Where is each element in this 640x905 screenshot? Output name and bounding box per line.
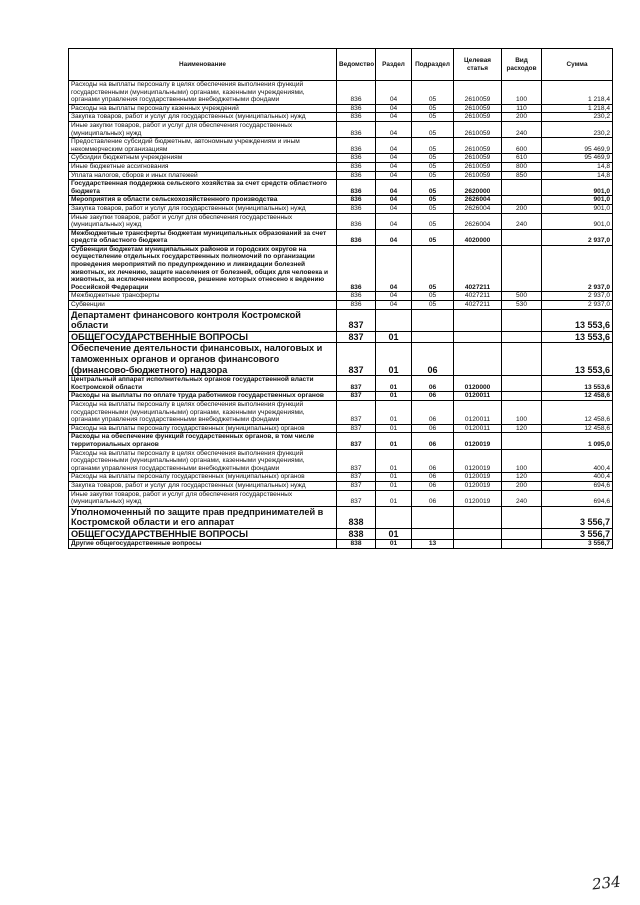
row-sum: 1 218,4	[542, 104, 613, 113]
row-sum: 14,8	[542, 162, 613, 171]
row-section: 04	[376, 301, 412, 310]
row-section: 04	[376, 81, 412, 105]
row-section: 04	[376, 292, 412, 301]
row-dept: 837	[337, 392, 376, 401]
row-dept: 837	[337, 309, 376, 331]
row-name: Обеспечение деятельности финансовых, налоговых и таможенных органов и органов финансового (финансово-бюджетного) надзора	[69, 343, 337, 376]
table-row	[69, 292, 613, 301]
row-sum: 12 458,6	[542, 424, 613, 433]
row-name: Иные закупки товаров, работ и услуг для обеспечения государственных (муниципальных) нужд	[69, 213, 337, 229]
row-subsection: 05	[412, 104, 454, 113]
row-target: 2610059	[454, 81, 502, 105]
row-subsection: 05	[412, 121, 454, 137]
row-dept: 836	[337, 301, 376, 310]
row-name: Закупка товаров, работ и услуг для государственных (муниципальных) нужд	[69, 113, 337, 122]
row-kind	[502, 540, 542, 549]
row-dept: 836	[337, 171, 376, 180]
row-subsection: 06	[412, 490, 454, 506]
row-sum: 901,0	[542, 180, 613, 196]
table-row	[69, 301, 613, 310]
row-subsection: 05	[412, 245, 454, 292]
row-section: 04	[376, 104, 412, 113]
table-row	[69, 331, 613, 343]
table-row	[69, 162, 613, 171]
row-sum: 2 937,0	[542, 245, 613, 292]
row-name: Межбюджетные трансферты	[69, 292, 337, 301]
row-dept: 838	[337, 540, 376, 549]
row-name: Государственная поддержка сельского хозяйства за счет средств областного бюджета	[69, 180, 337, 196]
row-target: 2620000	[454, 180, 502, 196]
row-subsection: 06	[412, 343, 454, 376]
row-sum: 12 458,6	[542, 400, 613, 424]
row-dept: 836	[337, 213, 376, 229]
row-dept: 838	[337, 506, 376, 528]
table-row	[69, 528, 613, 540]
row-name: Расходы на выплаты персоналу в целях обеспечения выполнения функций государственными (муниципальными) органами, казенными учреждениями, органами управления государственными внебюджетными фондами	[69, 400, 337, 424]
row-section: 01	[376, 540, 412, 549]
row-target: 2610059	[454, 154, 502, 163]
row-dept: 836	[337, 204, 376, 213]
row-target: 2626004	[454, 204, 502, 213]
row-kind: 100	[502, 400, 542, 424]
row-name: Расходы на выплаты персоналу казенных учреждений	[69, 104, 337, 113]
table-row	[69, 154, 613, 163]
row-target: 2610059	[454, 113, 502, 122]
header-dept: Ведомство	[337, 49, 376, 81]
row-target	[454, 528, 502, 540]
row-subsection: 05	[412, 154, 454, 163]
row-name: Департамент финансового контроля Костромской области	[69, 309, 337, 331]
row-target	[454, 309, 502, 331]
row-section: 01	[376, 528, 412, 540]
row-kind: 600	[502, 138, 542, 154]
row-subsection: 05	[412, 301, 454, 310]
row-subsection: 05	[412, 180, 454, 196]
row-subsection: 05	[412, 229, 454, 245]
row-section: 01	[376, 481, 412, 490]
row-name: Уплата налогов, сборов и иных платежей	[69, 171, 337, 180]
row-subsection: 05	[412, 204, 454, 213]
row-target: 0120019	[454, 473, 502, 482]
row-sum: 2 937,0	[542, 301, 613, 310]
row-kind: 100	[502, 449, 542, 473]
row-sum: 230,2	[542, 121, 613, 137]
table-row	[69, 449, 613, 473]
row-dept: 836	[337, 113, 376, 122]
row-kind: 120	[502, 473, 542, 482]
row-kind	[502, 245, 542, 292]
header-subsection: Подраздел	[412, 49, 454, 81]
row-sum: 3 556,7	[542, 506, 613, 528]
row-dept: 836	[337, 81, 376, 105]
row-name: Мероприятия в области сельскохозяйственного производства	[69, 196, 337, 205]
row-sum: 13 553,6	[542, 309, 613, 331]
row-target: 4027211	[454, 292, 502, 301]
row-name: Расходы на обеспечение функций государственных органов, в том числе территориальных органов	[69, 433, 337, 449]
row-subsection: 05	[412, 162, 454, 171]
row-section: 04	[376, 171, 412, 180]
header-name: Наименование	[69, 49, 337, 81]
row-dept: 836	[337, 229, 376, 245]
row-target: 0120019	[454, 433, 502, 449]
row-sum: 95 469,9	[542, 138, 613, 154]
row-target: 0120000	[454, 376, 502, 392]
row-dept: 836	[337, 180, 376, 196]
table-row	[69, 309, 613, 331]
row-name: ОБЩЕГОСУДАРСТВЕННЫЕ ВОПРОСЫ	[69, 331, 337, 343]
row-section: 04	[376, 113, 412, 122]
table-row	[69, 138, 613, 154]
row-name: Иные закупки товаров, работ и услуг для обеспечения государственных (муниципальных) нужд	[69, 490, 337, 506]
table-row	[69, 196, 613, 205]
row-sum: 1 218,4	[542, 81, 613, 105]
row-name: Межбюджетные трансферты бюджетам муниципальных образований за счет средств областного бюджета	[69, 229, 337, 245]
row-section: 04	[376, 204, 412, 213]
table-row	[69, 121, 613, 137]
table-row	[69, 204, 613, 213]
row-dept: 836	[337, 104, 376, 113]
row-dept: 837	[337, 424, 376, 433]
row-name: Центральный аппарат исполнительных органов государственной власти Костромской области	[69, 376, 337, 392]
table-row	[69, 376, 613, 392]
row-dept: 836	[337, 245, 376, 292]
row-section: 01	[376, 400, 412, 424]
row-kind: 850	[502, 171, 542, 180]
row-section: 04	[376, 213, 412, 229]
row-sum: 13 553,6	[542, 376, 613, 392]
table-row	[69, 473, 613, 482]
row-kind: 530	[502, 301, 542, 310]
row-target	[454, 540, 502, 549]
row-section: 01	[376, 376, 412, 392]
row-kind: 100	[502, 81, 542, 105]
row-target: 0120011	[454, 392, 502, 401]
row-target: 4020000	[454, 229, 502, 245]
row-kind: 200	[502, 204, 542, 213]
row-target: 0120011	[454, 400, 502, 424]
row-kind	[502, 528, 542, 540]
row-subsection	[412, 506, 454, 528]
row-sum: 694,6	[542, 490, 613, 506]
row-sum: 230,2	[542, 113, 613, 122]
table-row	[69, 343, 613, 376]
row-dept: 837	[337, 343, 376, 376]
row-dept: 836	[337, 196, 376, 205]
row-subsection: 06	[412, 481, 454, 490]
row-kind	[502, 309, 542, 331]
table-row	[69, 104, 613, 113]
header-kind: Вид расходов	[502, 49, 542, 81]
row-subsection: 06	[412, 400, 454, 424]
row-name: Расходы на выплаты по оплате труда работников государственных органов	[69, 392, 337, 401]
row-subsection	[412, 331, 454, 343]
row-kind: 240	[502, 213, 542, 229]
row-sum: 901,0	[542, 204, 613, 213]
row-target: 0120019	[454, 490, 502, 506]
row-section: 01	[376, 392, 412, 401]
row-sum: 12 458,6	[542, 392, 613, 401]
row-dept: 836	[337, 154, 376, 163]
row-subsection	[412, 528, 454, 540]
row-subsection: 06	[412, 433, 454, 449]
row-section: 01	[376, 449, 412, 473]
row-name: Иные бюджетные ассигнования	[69, 162, 337, 171]
row-dept: 837	[337, 433, 376, 449]
table-row	[69, 424, 613, 433]
row-section: 04	[376, 138, 412, 154]
row-section: 04	[376, 229, 412, 245]
row-section: 01	[376, 343, 412, 376]
row-subsection: 05	[412, 196, 454, 205]
row-subsection: 06	[412, 376, 454, 392]
row-dept: 836	[337, 138, 376, 154]
row-subsection: 06	[412, 392, 454, 401]
row-target: 0120011	[454, 424, 502, 433]
row-dept: 837	[337, 331, 376, 343]
row-subsection: 06	[412, 424, 454, 433]
row-sum: 3 556,7	[542, 540, 613, 549]
row-target: 2610059	[454, 121, 502, 137]
table-row	[69, 400, 613, 424]
row-sum: 13 553,6	[542, 343, 613, 376]
row-dept: 836	[337, 292, 376, 301]
row-dept: 837	[337, 449, 376, 473]
row-sum: 901,0	[542, 196, 613, 205]
row-kind	[502, 506, 542, 528]
row-name: Закупка товаров, работ и услуг для государственных (муниципальных) нужд	[69, 204, 337, 213]
row-sum: 2 937,0	[542, 229, 613, 245]
table-row	[69, 171, 613, 180]
table-row	[69, 180, 613, 196]
row-section: 01	[376, 490, 412, 506]
row-subsection: 05	[412, 213, 454, 229]
row-dept: 837	[337, 400, 376, 424]
row-subsection: 13	[412, 540, 454, 549]
row-section: 04	[376, 196, 412, 205]
table-row	[69, 433, 613, 449]
row-subsection: 06	[412, 473, 454, 482]
row-sum: 13 553,6	[542, 331, 613, 343]
row-subsection: 05	[412, 292, 454, 301]
row-subsection	[412, 309, 454, 331]
row-sum: 400,4	[542, 449, 613, 473]
row-section: 01	[376, 424, 412, 433]
row-dept: 837	[337, 481, 376, 490]
row-name: Предоставление субсидий бюджетным, автономным учреждениям и иным некоммерческим организациям	[69, 138, 337, 154]
row-kind: 200	[502, 481, 542, 490]
row-subsection: 05	[412, 113, 454, 122]
row-kind: 240	[502, 121, 542, 137]
row-dept: 836	[337, 162, 376, 171]
table-header-row	[69, 49, 613, 81]
row-kind: 110	[502, 104, 542, 113]
row-kind: 800	[502, 162, 542, 171]
row-target: 2626004	[454, 213, 502, 229]
row-sum: 901,0	[542, 213, 613, 229]
table-row	[69, 540, 613, 549]
row-kind: 200	[502, 113, 542, 122]
row-section: 04	[376, 180, 412, 196]
header-sum: Сумма	[542, 49, 613, 81]
row-target: 0120019	[454, 449, 502, 473]
row-target: 0120019	[454, 481, 502, 490]
row-kind	[502, 196, 542, 205]
row-kind	[502, 331, 542, 343]
table-row	[69, 245, 613, 292]
row-kind: 240	[502, 490, 542, 506]
row-section: 04	[376, 154, 412, 163]
table-row	[69, 392, 613, 401]
row-name: Расходы на выплаты персоналу в целях обеспечения выполнения функций государственными (муниципальными) органами, казенными учреждениями, органами управления государственными внебюджетными фондами	[69, 449, 337, 473]
row-target: 2610059	[454, 138, 502, 154]
row-kind: 610	[502, 154, 542, 163]
header-target: Целевая статья	[454, 49, 502, 81]
row-section	[376, 309, 412, 331]
table-row	[69, 506, 613, 528]
row-name: Расходы на выплаты персоналу государственных (муниципальных) органов	[69, 424, 337, 433]
row-sum: 95 469,9	[542, 154, 613, 163]
row-sum: 2 937,0	[542, 292, 613, 301]
row-dept: 838	[337, 528, 376, 540]
row-name: Субвенции бюджетам муниципальных районов и городских округов на осуществление отдельных государственных полномочий по организации проведения мероприятий по предупреждению и ликвидации болезней животных, их лечению, защите населения от болезней, общих для человека и животных, за исключением вопросов, решение которых отнесено к ведению Российской Федерации	[69, 245, 337, 292]
row-name: Расходы на выплаты персоналу в целях обеспечения выполнения функций государственными (муниципальными) органами, казенными учреждениями, органами управления государственными внебюджетными фондами	[69, 81, 337, 105]
table-body	[69, 81, 613, 549]
page-number: 234	[591, 872, 622, 894]
row-target: 2610059	[454, 162, 502, 171]
row-target: 4027211	[454, 301, 502, 310]
row-name: Субвенции	[69, 301, 337, 310]
row-kind	[502, 392, 542, 401]
table-row	[69, 213, 613, 229]
table-row	[69, 81, 613, 105]
row-target	[454, 331, 502, 343]
row-target: 2610059	[454, 104, 502, 113]
row-name: Закупка товаров, работ и услуг для государственных (муниципальных) нужд	[69, 481, 337, 490]
row-sum: 14,8	[542, 171, 613, 180]
row-target: 4027211	[454, 245, 502, 292]
row-sum: 400,4	[542, 473, 613, 482]
row-kind: 120	[502, 424, 542, 433]
row-section: 04	[376, 121, 412, 137]
row-subsection: 05	[412, 138, 454, 154]
row-subsection: 05	[412, 171, 454, 180]
row-dept: 837	[337, 473, 376, 482]
row-section: 01	[376, 433, 412, 449]
table-row	[69, 229, 613, 245]
header-section: Раздел	[376, 49, 412, 81]
row-target: 2626004	[454, 196, 502, 205]
row-target	[454, 343, 502, 376]
table-row	[69, 490, 613, 506]
row-target	[454, 506, 502, 528]
row-dept: 837	[337, 376, 376, 392]
row-kind: 500	[502, 292, 542, 301]
row-dept: 837	[337, 490, 376, 506]
table-row	[69, 113, 613, 122]
row-kind	[502, 433, 542, 449]
row-name: Другие общегосударственные вопросы	[69, 540, 337, 549]
row-subsection: 05	[412, 81, 454, 105]
row-sum: 3 556,7	[542, 528, 613, 540]
row-kind	[502, 376, 542, 392]
row-section: 04	[376, 245, 412, 292]
row-subsection: 06	[412, 449, 454, 473]
table-row	[69, 481, 613, 490]
row-name: Уполномоченный по защите прав предпринимателей в Костромской области и его аппарат	[69, 506, 337, 528]
row-section: 01	[376, 473, 412, 482]
row-target: 2610059	[454, 171, 502, 180]
row-sum: 694,6	[542, 481, 613, 490]
row-kind	[502, 229, 542, 245]
row-kind	[502, 180, 542, 196]
budget-table	[68, 48, 613, 549]
row-sum: 1 095,0	[542, 433, 613, 449]
row-section: 01	[376, 331, 412, 343]
row-dept: 836	[337, 121, 376, 137]
row-kind	[502, 343, 542, 376]
row-name: Субсидии бюджетным учреждениям	[69, 154, 337, 163]
row-section: 04	[376, 162, 412, 171]
row-section	[376, 506, 412, 528]
row-name: Иные закупки товаров, работ и услуг для обеспечения государственных (муниципальных) нужд	[69, 121, 337, 137]
row-name: Расходы на выплаты персоналу государственных (муниципальных) органов	[69, 473, 337, 482]
row-name: ОБЩЕГОСУДАРСТВЕННЫЕ ВОПРОСЫ	[69, 528, 337, 540]
